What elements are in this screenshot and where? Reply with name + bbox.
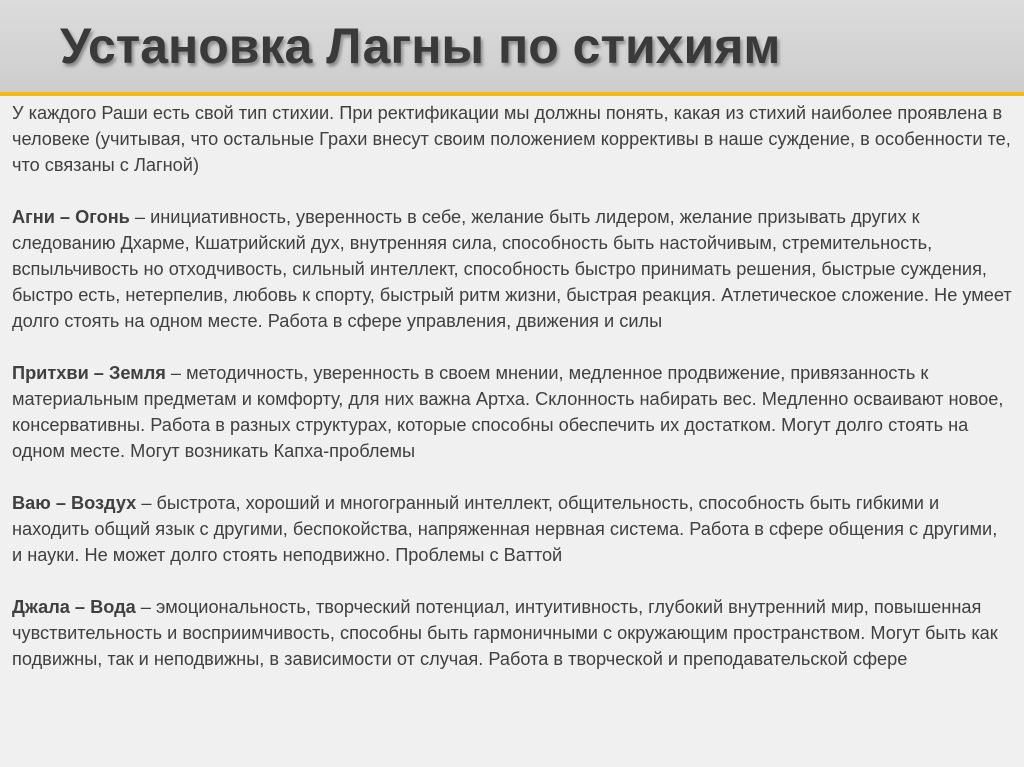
element-description-fire: – инициативность, уверенность в себе, желание быть лидером, желание призывать других к следованию Дхарме, Кшатрийский дух, внутренняя сила, способность быть настойчивым, стремительность, вспыльчивость но отходчивость, сильный интеллект, способность быстро принимать решения, быстрые суждения, быстро есть, нетерпелив, любовь к спорту, быстрый ритм жизни, быстрая реакция. Атлетическое сложение. Не умеет долго стоять на одном месте. Работа в сфере управления, движения и силы — [12, 207, 1012, 331]
slide-title: Установка Лагны по стихиям — [60, 18, 781, 74]
element-paragraph-fire — [12, 204, 1012, 334]
element-description-earth: – методичность, уверенность в своем мнении, медленное продвижение, привязанность к материальным предметам и комфорту, для них важна Артха. Склонность набирать вес. Медленно осваивают новое, консервативны. Работа в разных структурах, которые способны обеспечить их достатком. Могут долго стоять на одном месте. Могут возникать Капха-проблемы — [12, 363, 1004, 461]
element-paragraph-water — [12, 594, 1012, 672]
element-paragraph-air — [12, 490, 1012, 568]
element-paragraph-earth — [12, 360, 1012, 464]
slide-body — [12, 100, 1012, 760]
intro-paragraph: У каждого Раши есть свой тип стихии. При ректификации мы должны понять, какая из стихий наиболее проявлена в человеке (учитывая, что остальные Грахи внесут своим положением коррективы в наше суждение, в особенности те, что связаны с Лагной) — [12, 103, 1011, 175]
title-bar — [0, 0, 1024, 92]
element-term-earth: Притхви – Земля — [12, 363, 166, 383]
element-term-water: Джала – Вода — [12, 597, 136, 617]
element-description-water: – эмоциональность, творческий потенциал, интуитивность, глубокий внутренний мир, повышенная чувствительность и восприимчивость, способны быть гармоничными с окружающим пространством. Могут быть как подвижны, так и неподвижны, в зависимости от случая. Работа в творческой и преподавательской сфере — [12, 597, 998, 669]
element-term-air: Ваю – Воздух — [12, 493, 137, 513]
element-description-air: – быстрота, хороший и многогранный интеллект, общительность, способность быть гибкими и находить общий язык с другими, беспокойства, напряженная нервная система. Работа в сфере общения с другими, и науки. Не может долго стоять неподвижно. Проблемы с Ваттой — [12, 493, 998, 565]
accent-divider — [0, 92, 1024, 96]
element-term-fire: Агни – Огонь — [12, 207, 130, 227]
